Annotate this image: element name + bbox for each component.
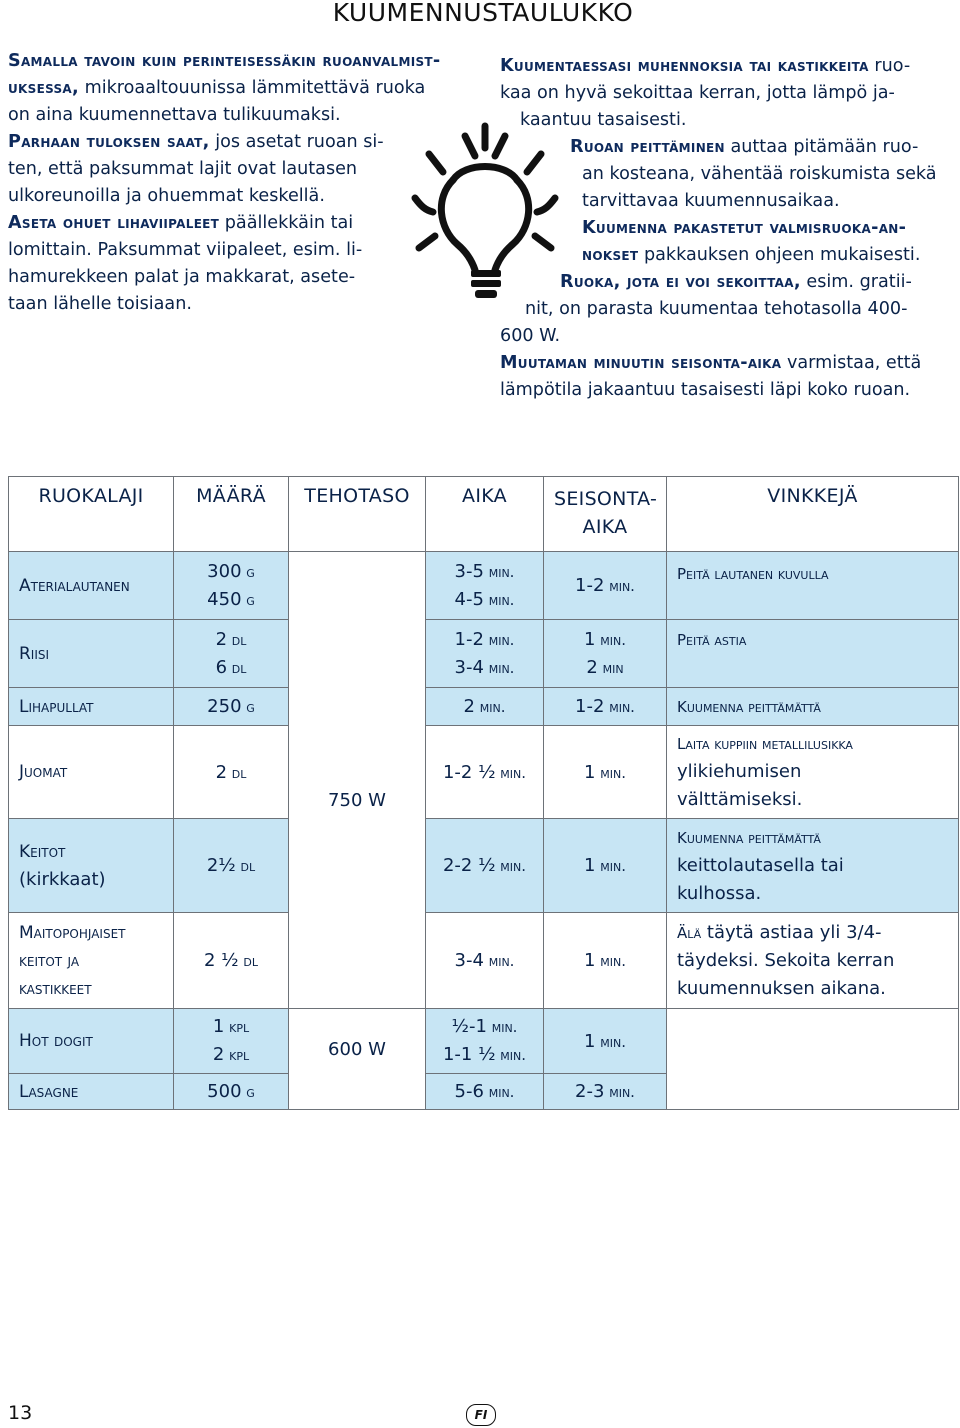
table-row — [9, 726, 959, 819]
amount-unit: kpl — [224, 1046, 250, 1064]
left-l4-text: jos asetat ruoan si- — [209, 132, 384, 152]
right-r10: nit, on parasta kuumentaa tehotasolla 400- — [525, 299, 908, 319]
tip-line: ylikiehumisen — [677, 761, 802, 782]
header-tips: VINKKEJÄ — [667, 477, 959, 552]
cell-amount — [174, 688, 289, 726]
cell-time — [426, 620, 544, 688]
dish-line: kastikkeet — [19, 978, 92, 999]
time-unit: min. — [483, 1083, 515, 1101]
cell-tip — [667, 552, 959, 620]
time-value: 4-5 — [454, 588, 484, 610]
left-l10: taan lähelle toisiaan. — [8, 294, 192, 314]
amount-value: 2 — [215, 628, 228, 650]
dish-line: (kirkkaat) — [19, 868, 106, 890]
amount-unit: dl — [227, 630, 247, 649]
right-r5: an kosteana, vähentää roiskumista sekä — [582, 164, 937, 184]
right-r3: kaantuu tasaisesti. — [520, 110, 687, 130]
table-row — [9, 1009, 959, 1074]
right-tips-text — [500, 53, 960, 404]
amount-unit: dl — [227, 658, 247, 677]
standing-unit: min. — [595, 1032, 626, 1051]
cell-tip — [667, 726, 959, 819]
header-time: AIKA — [426, 477, 544, 552]
power-750-value: 750 W — [328, 789, 386, 811]
amount-value: 500 — [207, 1081, 242, 1102]
cell-tip — [667, 819, 959, 913]
amount-unit: g — [241, 562, 255, 581]
time-value: 1-2 ½ — [442, 761, 496, 783]
cell-power-750 — [289, 552, 426, 1009]
left-l2-text: mikroaaltouunissa lämmitettävä ruoka — [79, 78, 426, 98]
time-unit: min. — [483, 658, 515, 677]
cell-amount — [174, 1009, 289, 1074]
amount-unit: g — [241, 698, 255, 716]
standing-value: 1 — [584, 950, 596, 971]
tip-line: täydeksi. Sekoita kerran — [677, 949, 895, 971]
amount-unit: dl — [238, 952, 258, 970]
cell-dish — [9, 913, 174, 1009]
right-r8-emph: nokset — [582, 245, 639, 265]
right-r12-emph: Muutaman minuutin seisonta-aika — [500, 353, 782, 373]
standing-unit: min. — [595, 630, 626, 649]
power-600-value: 600 W — [328, 1038, 386, 1060]
cell-amount — [174, 1074, 289, 1110]
cell-standing — [544, 552, 667, 620]
time-value: ½-1 — [451, 1016, 487, 1037]
cell-tip-empty — [667, 1009, 959, 1110]
tip-line: täytä astiaa yli 3/4- — [701, 921, 882, 943]
cell-standing — [544, 913, 667, 1009]
cell-dish: Lihapullat — [9, 688, 174, 726]
time-value: 1-1 ½ — [442, 1044, 496, 1065]
tip-text: Peitä lautanen kuvulla — [677, 565, 829, 583]
time-unit: min. — [483, 562, 515, 581]
amount-unit: g — [241, 590, 255, 609]
left-intro-text — [8, 48, 441, 318]
right-r1-text: ruo- — [868, 56, 911, 76]
tip-line: Kuumenna peittämättä — [677, 828, 821, 847]
standing-unit: min — [597, 658, 624, 677]
left-l7-text: päällekkäin tai — [219, 213, 354, 233]
table-row — [9, 913, 959, 1009]
amount-value: 450 — [207, 588, 242, 610]
amount-value: 6 — [215, 656, 228, 678]
right-r1-emph: Kuumentaessasi muhennoksia tai kastikkeita — [500, 56, 869, 76]
cell-standing — [544, 620, 667, 688]
cell-power-600 — [289, 1009, 426, 1110]
tip-text: Kuumenna peittämättä — [677, 697, 821, 716]
amount-value: 1 — [212, 1016, 225, 1037]
cell-amount — [174, 913, 289, 1009]
time-unit: min. — [483, 590, 515, 609]
amount-value: 2½ — [206, 855, 236, 876]
language-badge: FI — [466, 1404, 496, 1426]
time-value: 2 — [463, 696, 475, 717]
time-value: 2-2 ½ — [442, 855, 496, 876]
tip-line: Laita kuppiin metallilusikka — [677, 735, 853, 753]
tip-line: kulhossa. — [677, 882, 762, 904]
header-standing — [544, 477, 667, 552]
cell-tip — [667, 688, 959, 726]
time-unit: min. — [486, 1018, 518, 1036]
standing-unit: min. — [595, 857, 626, 875]
tip-emph: Älä — [677, 923, 702, 942]
standing-value: 1 — [584, 761, 596, 783]
cell-time — [426, 688, 544, 726]
left-l4-emph: Parhaan tuloksen saat, — [8, 132, 210, 152]
cell-time — [426, 913, 544, 1009]
time-unit: min. — [483, 952, 515, 970]
standing-unit: min. — [604, 1083, 635, 1101]
right-r13: lämpötila jakaantuu tasaisesti läpi koko ruoan. — [500, 380, 911, 400]
cell-standing — [544, 726, 667, 819]
cell-time — [426, 819, 544, 913]
page-title: KUUMENNUSTAULUKKO — [332, 0, 634, 27]
left-l8: lomittain. Paksummat viipaleet, esim. li- — [8, 240, 363, 260]
cell-standing — [544, 1074, 667, 1110]
cell-time — [426, 552, 544, 620]
heating-table — [8, 476, 959, 1110]
header-standing-2: AIKA — [582, 516, 628, 538]
header-power: TEHOTASO — [289, 477, 426, 552]
cell-amount — [174, 726, 289, 819]
tip-line: keittolautasella tai — [677, 854, 844, 876]
cell-time — [426, 726, 544, 819]
cell-dish: Lasagne — [9, 1074, 174, 1110]
right-r11: 600 W. — [500, 326, 561, 346]
amount-value: 250 — [207, 696, 242, 717]
header-amount: MÄÄRÄ — [174, 477, 289, 552]
dish-line: Maitopohjaiset — [19, 922, 126, 943]
cell-amount — [174, 819, 289, 913]
time-unit: min. — [495, 763, 527, 782]
right-r12-text: varmistaa, että — [781, 353, 922, 373]
table-header-row — [9, 477, 959, 552]
standing-value: 2 — [586, 656, 598, 678]
standing-unit: min. — [595, 952, 626, 970]
tip-line: kuumennuksen aikana. — [677, 977, 886, 999]
dish-line: Keitot — [19, 841, 66, 862]
amount-value: 300 — [207, 560, 242, 582]
standing-unit: min. — [604, 577, 635, 595]
cell-dish: Riisi — [9, 620, 174, 688]
standing-value: 1 — [584, 855, 596, 876]
left-l3: on aina kuumennettava tulikuumaksi. — [8, 105, 341, 125]
right-r4-text: auttaa pitämään ruo- — [724, 137, 919, 157]
left-l2-emph: uksessa, — [8, 78, 79, 98]
dish-line: keitot ja — [19, 950, 80, 971]
time-value: 1-2 — [454, 628, 484, 650]
right-r7-emph: Kuumenna pakastetut valmisruoka-an- — [582, 218, 907, 238]
cell-amount — [174, 552, 289, 620]
left-l6: ulkoreunoilla ja ohuemmat keskellä. — [8, 186, 325, 206]
time-value: 5-6 — [454, 1081, 484, 1102]
time-value: 3-4 — [454, 656, 484, 678]
time-unit: min. — [495, 1046, 527, 1064]
amount-unit: kpl — [224, 1018, 250, 1036]
time-unit: min. — [495, 857, 527, 875]
cell-time — [426, 1009, 544, 1074]
header-standing-1: SEISONTA- — [554, 488, 658, 510]
cell-standing — [544, 688, 667, 726]
standing-value: 2-3 — [575, 1081, 605, 1102]
standing-value: 1-2 — [575, 696, 605, 717]
right-r8-text: pakkauksen ohjeen mukaisesti. — [638, 245, 921, 265]
cell-standing — [544, 819, 667, 913]
cell-tip — [667, 913, 959, 1009]
right-r6: tarvittavaa kuumennusaikaa. — [582, 191, 840, 211]
right-r2: kaa on hyvä sekoittaa kerran, jotta lämpö ja- — [500, 83, 895, 103]
left-l5: ten, että paksummat lajit ovat lautasen — [8, 159, 358, 179]
standing-value: 1 — [584, 628, 596, 650]
table-row — [9, 688, 959, 726]
amount-value: 2 ½ — [204, 950, 239, 971]
cell-dish: Hot dogit — [9, 1009, 174, 1074]
left-l7-emph: Aseta ohuet lihaviipaleet — [8, 213, 220, 233]
left-l9: hamurekkeen palat ja makkarat, asete- — [8, 267, 356, 287]
amount-value: 2 — [212, 1044, 225, 1065]
cell-dish: Aterialautanen — [9, 552, 174, 620]
cell-time — [426, 1074, 544, 1110]
left-l1-emph: Samalla tavoin kuin perinteisessäkin ruoanvalmist- — [8, 51, 441, 71]
cell-standing — [544, 1009, 667, 1074]
standing-value: 1-2 — [575, 575, 605, 596]
table-row — [9, 620, 959, 688]
page-number: 13 — [8, 1402, 33, 1424]
table-row — [9, 819, 959, 913]
tip-text: Peitä astia — [677, 631, 747, 649]
cell-dish — [9, 819, 174, 913]
standing-unit: min. — [604, 698, 635, 716]
amount-value: 2 — [215, 761, 228, 783]
standing-value: 1 — [584, 1030, 596, 1052]
right-r9-emph: Ruoka, jota ei voi sekoittaa, — [560, 272, 801, 292]
time-unit: min. — [474, 698, 506, 716]
cell-dish: Juomat — [9, 726, 174, 819]
time-value: 3-5 — [454, 560, 484, 582]
cell-amount — [174, 620, 289, 688]
amount-unit: dl — [227, 763, 247, 782]
right-r4-emph: Ruoan peittäminen — [570, 137, 725, 157]
time-unit: min. — [483, 630, 515, 649]
header-dish: RUOKALAJI — [9, 477, 174, 552]
amount-unit: g — [241, 1083, 255, 1101]
table-row — [9, 552, 959, 620]
tip-line: välttämiseksi. — [677, 789, 803, 810]
time-value: 3-4 — [454, 950, 484, 971]
standing-unit: min. — [595, 763, 626, 782]
cell-tip — [667, 620, 959, 688]
amount-unit: dl — [235, 857, 256, 875]
right-r9-text: esim. gratii- — [800, 272, 912, 292]
